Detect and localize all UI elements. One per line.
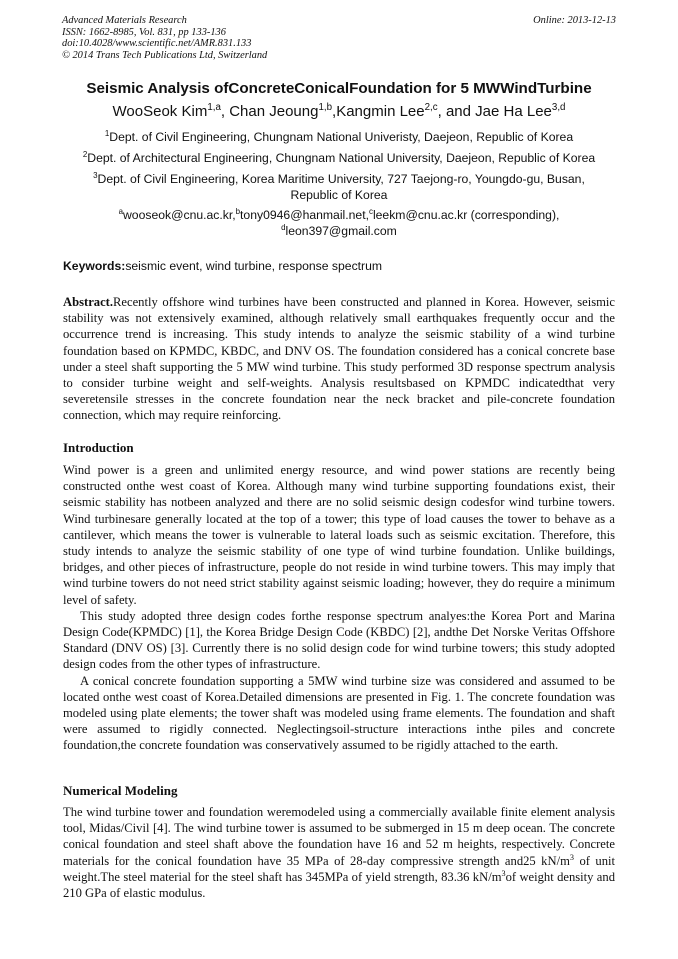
numerical-text-3: of weight density and 210 GPa of elastic modulus. — [63, 869, 615, 901]
affiliation-text: Dept. of Civil Engineering, Chungnam National Univeristy, Daejeon, Republic of Korea — [109, 130, 574, 144]
email-a: wooseok@cnu.ac.kr, — [123, 208, 236, 222]
author-separator: , and — [437, 103, 476, 120]
introduction-body — [63, 462, 615, 754]
unit-sup: 3 — [569, 852, 574, 862]
email-sup: d — [281, 222, 286, 232]
affiliation-1 — [60, 129, 618, 145]
issn-line: ISSN: 1662-8985, Vol. 831, pp 133-136 — [62, 26, 226, 38]
author-separator: , — [220, 103, 230, 120]
email-c: leekm@cnu.ac.kr (corresponding), — [372, 208, 560, 222]
numerical-modeling-heading: Numerical Modeling — [63, 783, 178, 798]
email-b: tony0946@hanmail.net, — [240, 208, 369, 222]
email-d: leon397@gmail.com — [285, 224, 397, 238]
author-sup: 2,c — [424, 102, 438, 113]
abstract-label: Abstract. — [63, 295, 114, 309]
keywords-line — [63, 259, 382, 273]
journal-name: Advanced Materials Research — [62, 15, 187, 26]
numerical-modeling-body — [63, 804, 615, 901]
author-name: Kangmin Lee — [336, 103, 425, 120]
keywords-label: Keywords: — [63, 259, 126, 273]
intro-paragraph-3: A conical concrete foundation supporting a 5MW wind turbine size was considered and assumed to be located onthe west coast of Korea.Detailed dimensions are presented in Fig. 1. The concrete foundation was modeled using plate elements; the tower shaft was modeled using frame elements. The foundation and shaft were assumed to rigidly connected. Neglectingsoil-structure interactions inthe piles and concrete foundation,the concrete foundation was conservatively assumed to be rigidly attached to the earth. — [63, 673, 615, 753]
affiliation-sup: 3 — [93, 170, 98, 180]
journal-header — [62, 15, 267, 61]
intro-paragraph-1: Wind power is a green and unlimited energy resource, and wind power stations are recently being constructed onthe west coast of Korea. Although many wind turbine supporting foundations exist, their seismic stability has notbeen analyzed and there are no solid seismic design codesfor wind turbine towers. Wind turbinesare generally located at the top of a tower; this type of load causes the tower to behave as a cantilever, which means the tower is vulnerable to lateral loads such as seismic excitation. Therefore, this study intends to analyze the seismic stability of one type of wind turbine foundation. Unlike buildings, bridges, and other pieces of infrastructure, people do not reside in wind turbine towers. This may imply that wind turbine towers do not need strict stability against seismic loading; however, they do require a minimum level of safety. — [63, 463, 615, 607]
affiliation-sup: 1 — [104, 128, 110, 138]
abstract-paragraph — [63, 294, 615, 424]
affiliation-2 — [60, 150, 618, 166]
numerical-text-2: of unit weight.The steel material for the steel shaft has 345MPa of yield strength, 83.36 kN/m — [63, 853, 615, 884]
email-sup: c — [368, 206, 373, 216]
introduction-heading: Introduction — [63, 440, 134, 455]
doi-line: doi:10.4028/www.scientific.net/AMR.831.133 — [62, 38, 252, 50]
author-sup: 3,d — [551, 102, 566, 113]
author-separator: , — [332, 103, 337, 120]
affiliation-text: Dept. of Architectural Engineering, Chungnam National University, Daejeon, Republic of Korea — [87, 151, 596, 165]
author-sup: 1,a — [207, 102, 221, 113]
affiliation-3 — [72, 171, 606, 203]
affiliation-sup: 2 — [82, 149, 88, 159]
numerical-text-1: The wind turbine tower and foundation weremodeled using a commercially available finite element analysis tool, Midas/Civil [4]. The wind turbine tower is assumed to be submerged in 15 m deep ocean. The concrete conical foundation and steel shaft above the foundation have 16 and 52 m heights, respectively. Concrete materials for the conical foundation have 35 MPa of 28-day compressive strength and25 kN/m — [63, 805, 615, 868]
author-name: WooSeok Kim — [112, 103, 208, 120]
intro-paragraph-2: This study adopted three design codes forthe response spectrum analyes:the Korea Port and Marina Design Code(KPMDC) [1], the Korea Bridge Design Code (KBDC) [2], andthe Det Norske Veritas Offshore Standard (DNV OS) [3]. Currently there is no solid design code for wind turbine towers; this study adopted design codes from the other types of infrastructure. — [63, 608, 615, 672]
author-sup: 1,b — [318, 102, 333, 113]
abstract-text: Recently offshore wind turbines have been constructed and planned in Korea. However, seismic stability was not extensively examined, although relatively small earthquakes frequently occur and the occurrence trend is increasing. This study intends to analyze the seismic stability of a wind turbine foundation based on KPMDC, KBDC, and DNV OS. The foundation considered has a conical concrete base under a steel shaft supporting the 5 MW wind turbine. This study performed 3D response spectrum analysis to consider turbine weight and self-weights. Analysis resultsbased on KPMDC indicatedthat very severetensile stresses in the concrete foundation near the neck bracket and pile-concrete foundation connection, which may require reinforcing. — [63, 295, 615, 423]
affiliation-text: Dept. of Civil Engineering, Korea Maritime University, 727 Taejong-ro, Youngdo-gu, Busan, Republic of Korea — [97, 172, 585, 202]
email-sup: b — [235, 206, 241, 216]
online-date: Online: 2013-12-13 — [533, 15, 616, 26]
author-name: Chan Jeoung — [229, 103, 319, 120]
author-name: Jae Ha Lee — [475, 103, 552, 120]
email-sup: a — [118, 206, 123, 216]
unit-sup: 3 — [501, 868, 506, 878]
author-list — [40, 103, 638, 120]
keywords-text: seismic event, wind turbine, response spectrum — [125, 259, 383, 273]
email-block — [60, 207, 618, 239]
copyright-line: © 2014 Trans Tech Publications Ltd, Switzerland — [62, 49, 268, 61]
paper-title: Seismic Analysis ofConcreteConicalFoundation for 5 MWWindTurbine — [86, 80, 592, 97]
